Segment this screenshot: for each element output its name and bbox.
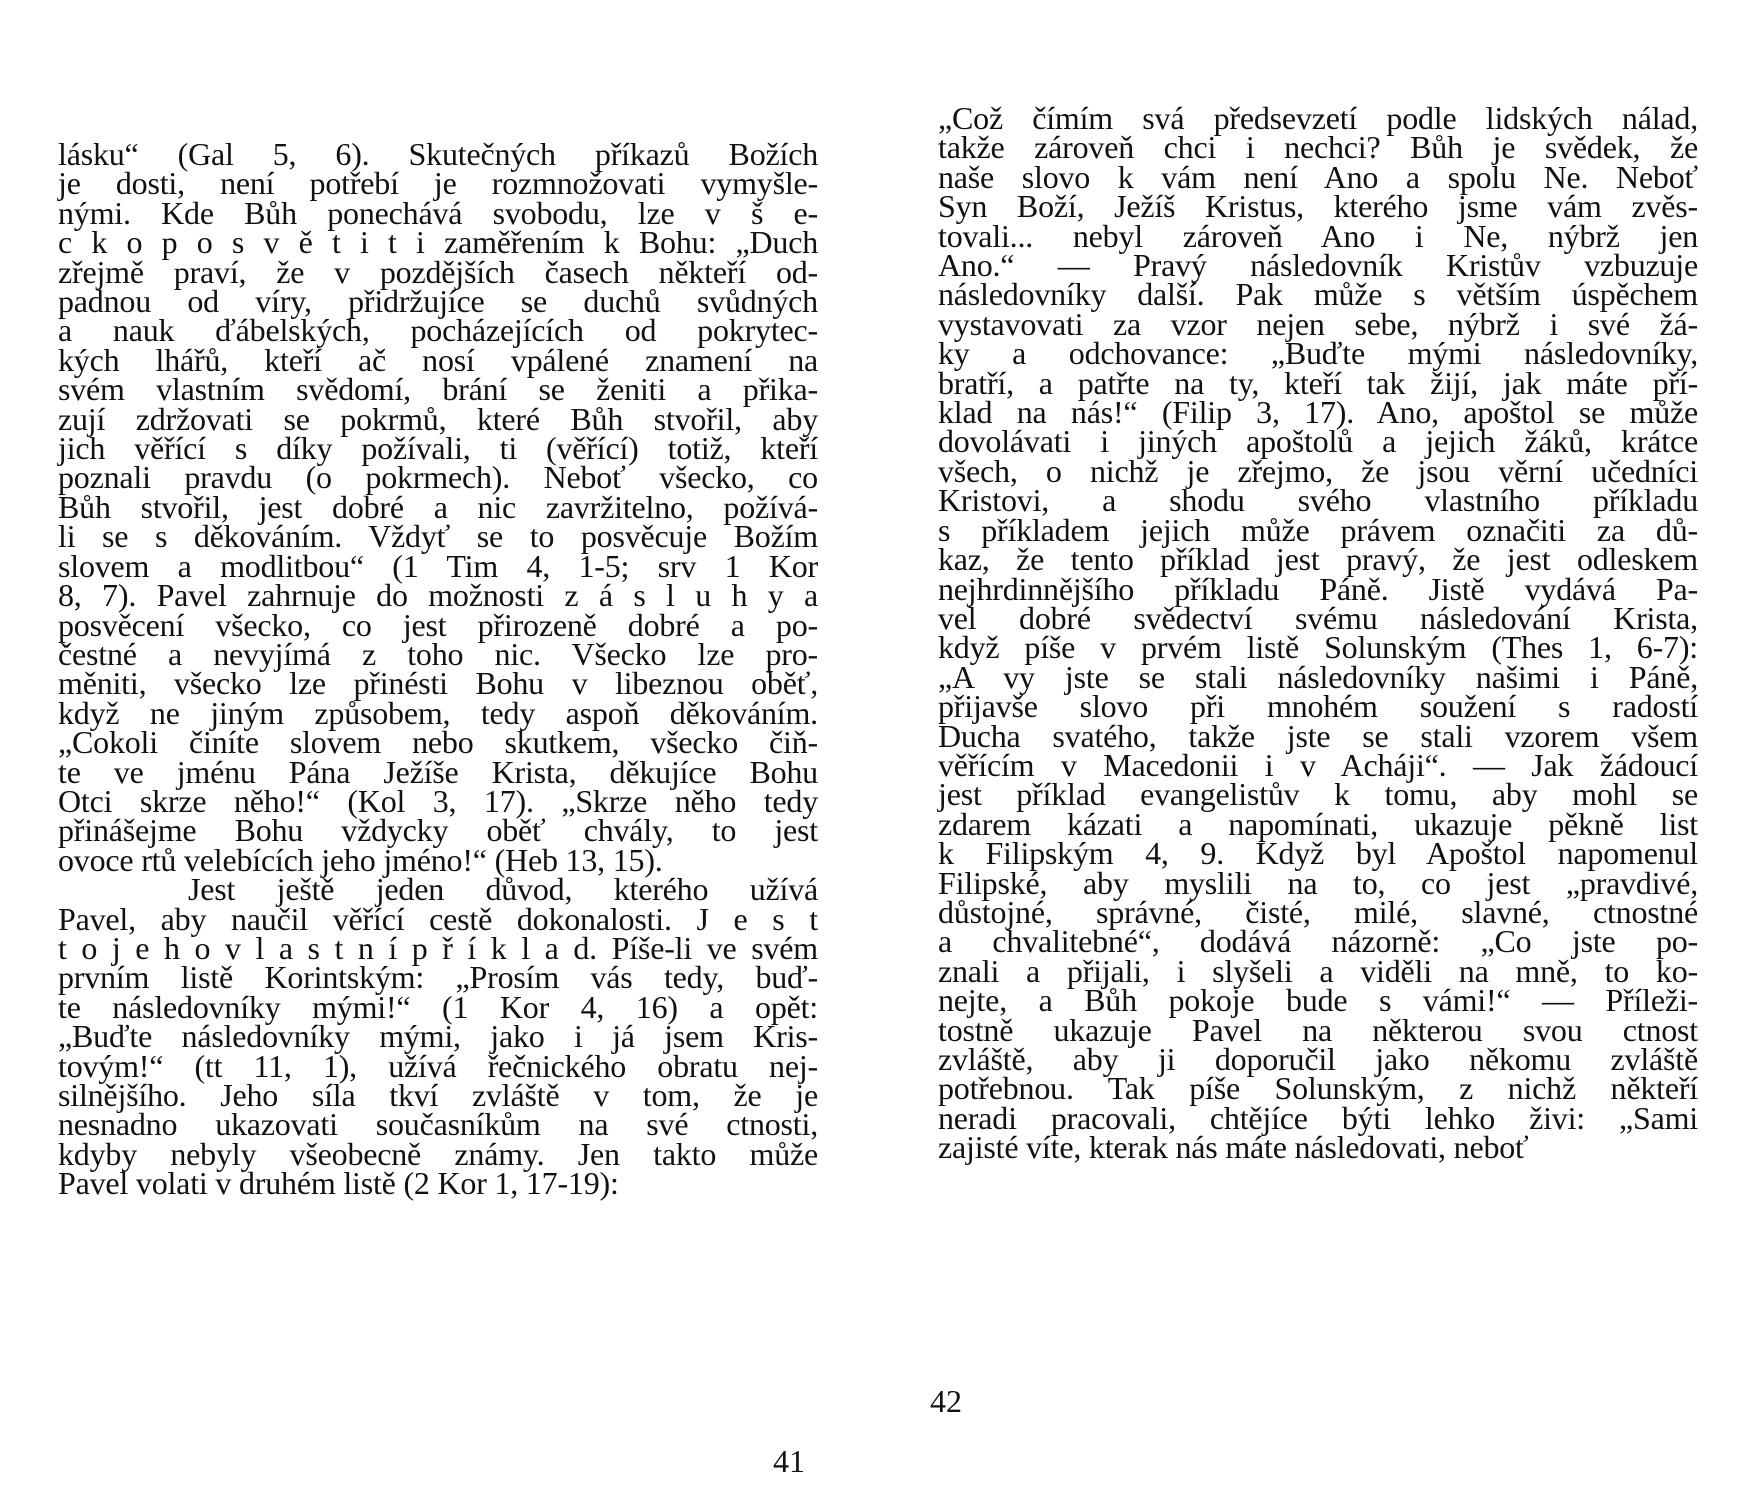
text-line: poznali pravdu (o pokrmech). Neboť všecko, co [58,459,818,496]
text-line: bratří, a patřte na ty, kteří tak žijí, jak máte pří- [938,364,1698,401]
text-line: Filipské, aby myslili na to, co jest „pravdivé, [938,864,1698,901]
text-line: „Buďte následovníky mými, jako i já jsem Kris- [58,1018,818,1055]
text-line: měniti, všecko lze přinésti Bohu v libeznou oběť, [58,665,818,702]
text-line: neradi pracovali, chtějíce býti lehko živi: „Sami [938,1099,1698,1136]
text-line: Ano.“ — Pravý následovník Kristův vzbuzuje [938,247,1698,284]
text-line: když píše v prvém listě Solunským (Thes 1, 6-7): [938,629,1698,666]
text-line: Bůh stvořil, jest dobré a nic zavržitelno, požívá- [58,488,818,525]
text-line: nejte, a Bůh pokoje bude s vámi!“ — Příleži- [938,982,1698,1019]
text-line: k Filipským 4, 9. Když byl Apoštol napomenul [938,835,1698,872]
text-line: tovým!“ (tt 11, 1), užívá řečnického obratu nej- [58,1047,818,1084]
text-line: „Což čímím svá předsevzetí podle lidských nálad, [938,100,1698,136]
text-line: naše slovo k vám není Ano a spolu Ne. Neboť [938,158,1698,195]
text-line: svém vlastním svědomí, brání se ženiti a přika- [58,371,818,408]
text-line: Jest ještě jeden důvod, kterého užívá [188,871,818,908]
text-line: s příkladem jejich může právem označiti za dů- [938,511,1698,548]
text-line: znali a přijali, i slyšeli a viděli na mně, to ko- [938,952,1698,989]
text-line: čestné a nevyjímá z toho nic. Všecko lze pro- [58,635,818,672]
text-line: lásku“ (Gal 5, 6). Skutečných příkazů Božích [58,136,818,172]
text-line: následovníky další. Pak může s větším úspěchem [938,276,1698,313]
text-line: všech, o nichž je zřejmo, že jsou věrní učedníci [938,452,1698,489]
text-line: prvním listě Korintským: „Prosím vás tedy, buď- [58,959,818,996]
text-line: te následovníky mými!“ (1 Kor 4, 16) a opět: [58,988,818,1025]
text-line: tovali... nebyl zároveň Ano i Ne, nýbrž jen [938,217,1698,254]
right-page-text [938,100,1698,1166]
text-line: Kristovi, a shodu svého vlastního příkladu [938,482,1698,519]
text-line: padnou od víry, přidržujíce se duchů svůdných [58,283,818,320]
text-line: „A vy jste se stali následovníky našimi i Páně, [938,658,1698,695]
text-line: nesnadno ukazovati současníkům na své ctnosti, [58,1106,818,1143]
text-line: Ducha svatého, takže jste se stali vzorem všem [938,717,1698,754]
text-line: věřícím v Macedonii i v Acháji“. — Jak žádoucí [938,746,1698,783]
text-line: dovolávati i jiných apoštolů a jejich žáků, krátce [938,423,1698,460]
text-line: kdyby nebyly všeobecně známy. Jen takto může [58,1135,818,1172]
text-line: kých lhářů, kteří ač nosí vpálené znamení na [58,341,818,378]
text-line: ky a odchovance: „Buďte mými následovníky, [938,335,1698,372]
text-line: důstojné, správné, čisté, milé, slavné, ctnostné [938,893,1698,930]
text-line: Otci skrze něho!“ (Kol 3, 17). „Skrze něho tedy [58,782,818,819]
text-line: nejhrdinnějšího příkladu Páně. Jistě vydává Pa- [938,570,1698,607]
text-line: jest příklad evangelistův k tomu, aby mohl se [938,776,1698,813]
text-line: zřejmě praví, že v pozdějších časech někteří od- [58,253,818,290]
left-page-number: 41 [773,1443,805,1479]
text-line: Syn Boží, Ježíš Kristus, kterého jsme vám zvěs- [938,188,1698,225]
text-line: zajisté víte, kterak nás máte následovati, neboť [938,1129,1529,1166]
text-line: kaz, že tento příklad jest pravý, že jest odleskem [938,541,1698,578]
text-line: nými. Kde Bůh ponechává svobodu, lze v š e- [58,194,818,231]
text-line: přinášejme Bohu vždycky oběť chvály, to jest [58,812,818,849]
text-line: c k o p o s v ě t i t i zaměřením k Bohu: „Duch [58,224,818,261]
text-line: zují zdržovati se pokrmů, které Bůh stvořil, aby [58,400,818,437]
text-line: přijavše slovo při mnohém soužení s radostí [938,688,1698,725]
text-line: t o j e h o v l a s t n í p ř í k l a d. Píše-li ve svém [58,929,818,966]
text-line: li se s děkováním. Vždyť se to posvěcuje Božím [58,518,818,555]
left-page-text [58,136,818,1202]
text-line: Pavel volati v druhém listě (2 Kor 1, 17-19): [58,1165,619,1202]
right-page-number: 42 [930,1383,962,1419]
text-line: takže zároveň chci i nechci? Bůh je svědek, že [938,129,1698,166]
text-line: a nauk ďábelských, pocházejících od pokrytec- [58,312,818,349]
text-line: zdarem kázati a napomínati, ukazuje pěkně list [938,805,1698,842]
text-line: vystavovati za vzor nejen sebe, nýbrž i své žá- [938,305,1698,342]
text-line: potřebnou. Tak píše Solunským, z nichž někteří [938,1070,1698,1107]
text-line: tostně ukazuje Pavel na některou svou ctnost [938,1011,1698,1048]
text-line: jich věřící s díky požívali, ti (věřící) totiž, kteří [58,430,818,467]
text-line: ovoce rtů velebících jeho jméno!“ (Heb 13, 15). [58,841,663,878]
text-line: zvláště, aby ji doporučil jako někomu zvláště [938,1041,1698,1077]
text-line: slovem a modlitbou“ (1 Tim 4, 1-5; srv 1 Kor [58,547,818,584]
text-line: vel dobré svědectví svému následování Krista, [938,599,1698,636]
text-line: posvěcení všecko, co jest přirozeně dobré a po- [58,606,818,643]
text-line: 8, 7). Pavel zahrnuje do možnosti z á s l u h y a [58,577,818,614]
text-line: a chvalitebné“, dodává názorně: „Co jste po- [938,923,1698,960]
text-line: klad na nás!“ (Filip 3, 17). Ano, apoštol se může [938,394,1698,431]
text-line: silnějšího. Jeho síla tkví zvláště v tom, že je [58,1077,818,1113]
text-line: Pavel, aby naučil věřící cestě dokonalosti. J e s t [58,900,818,937]
text-line: když ne jiným způsobem, tedy aspoň děkováním. [58,694,818,731]
text-line: te ve jménu Pána Ježíše Krista, děkujíce Bohu [58,753,818,790]
text-line: je dosti, není potřebí je rozmnožovati vymyšle- [58,165,818,202]
text-line: „Cokoli činíte slovem nebo skutkem, všecko čiň- [58,724,818,761]
